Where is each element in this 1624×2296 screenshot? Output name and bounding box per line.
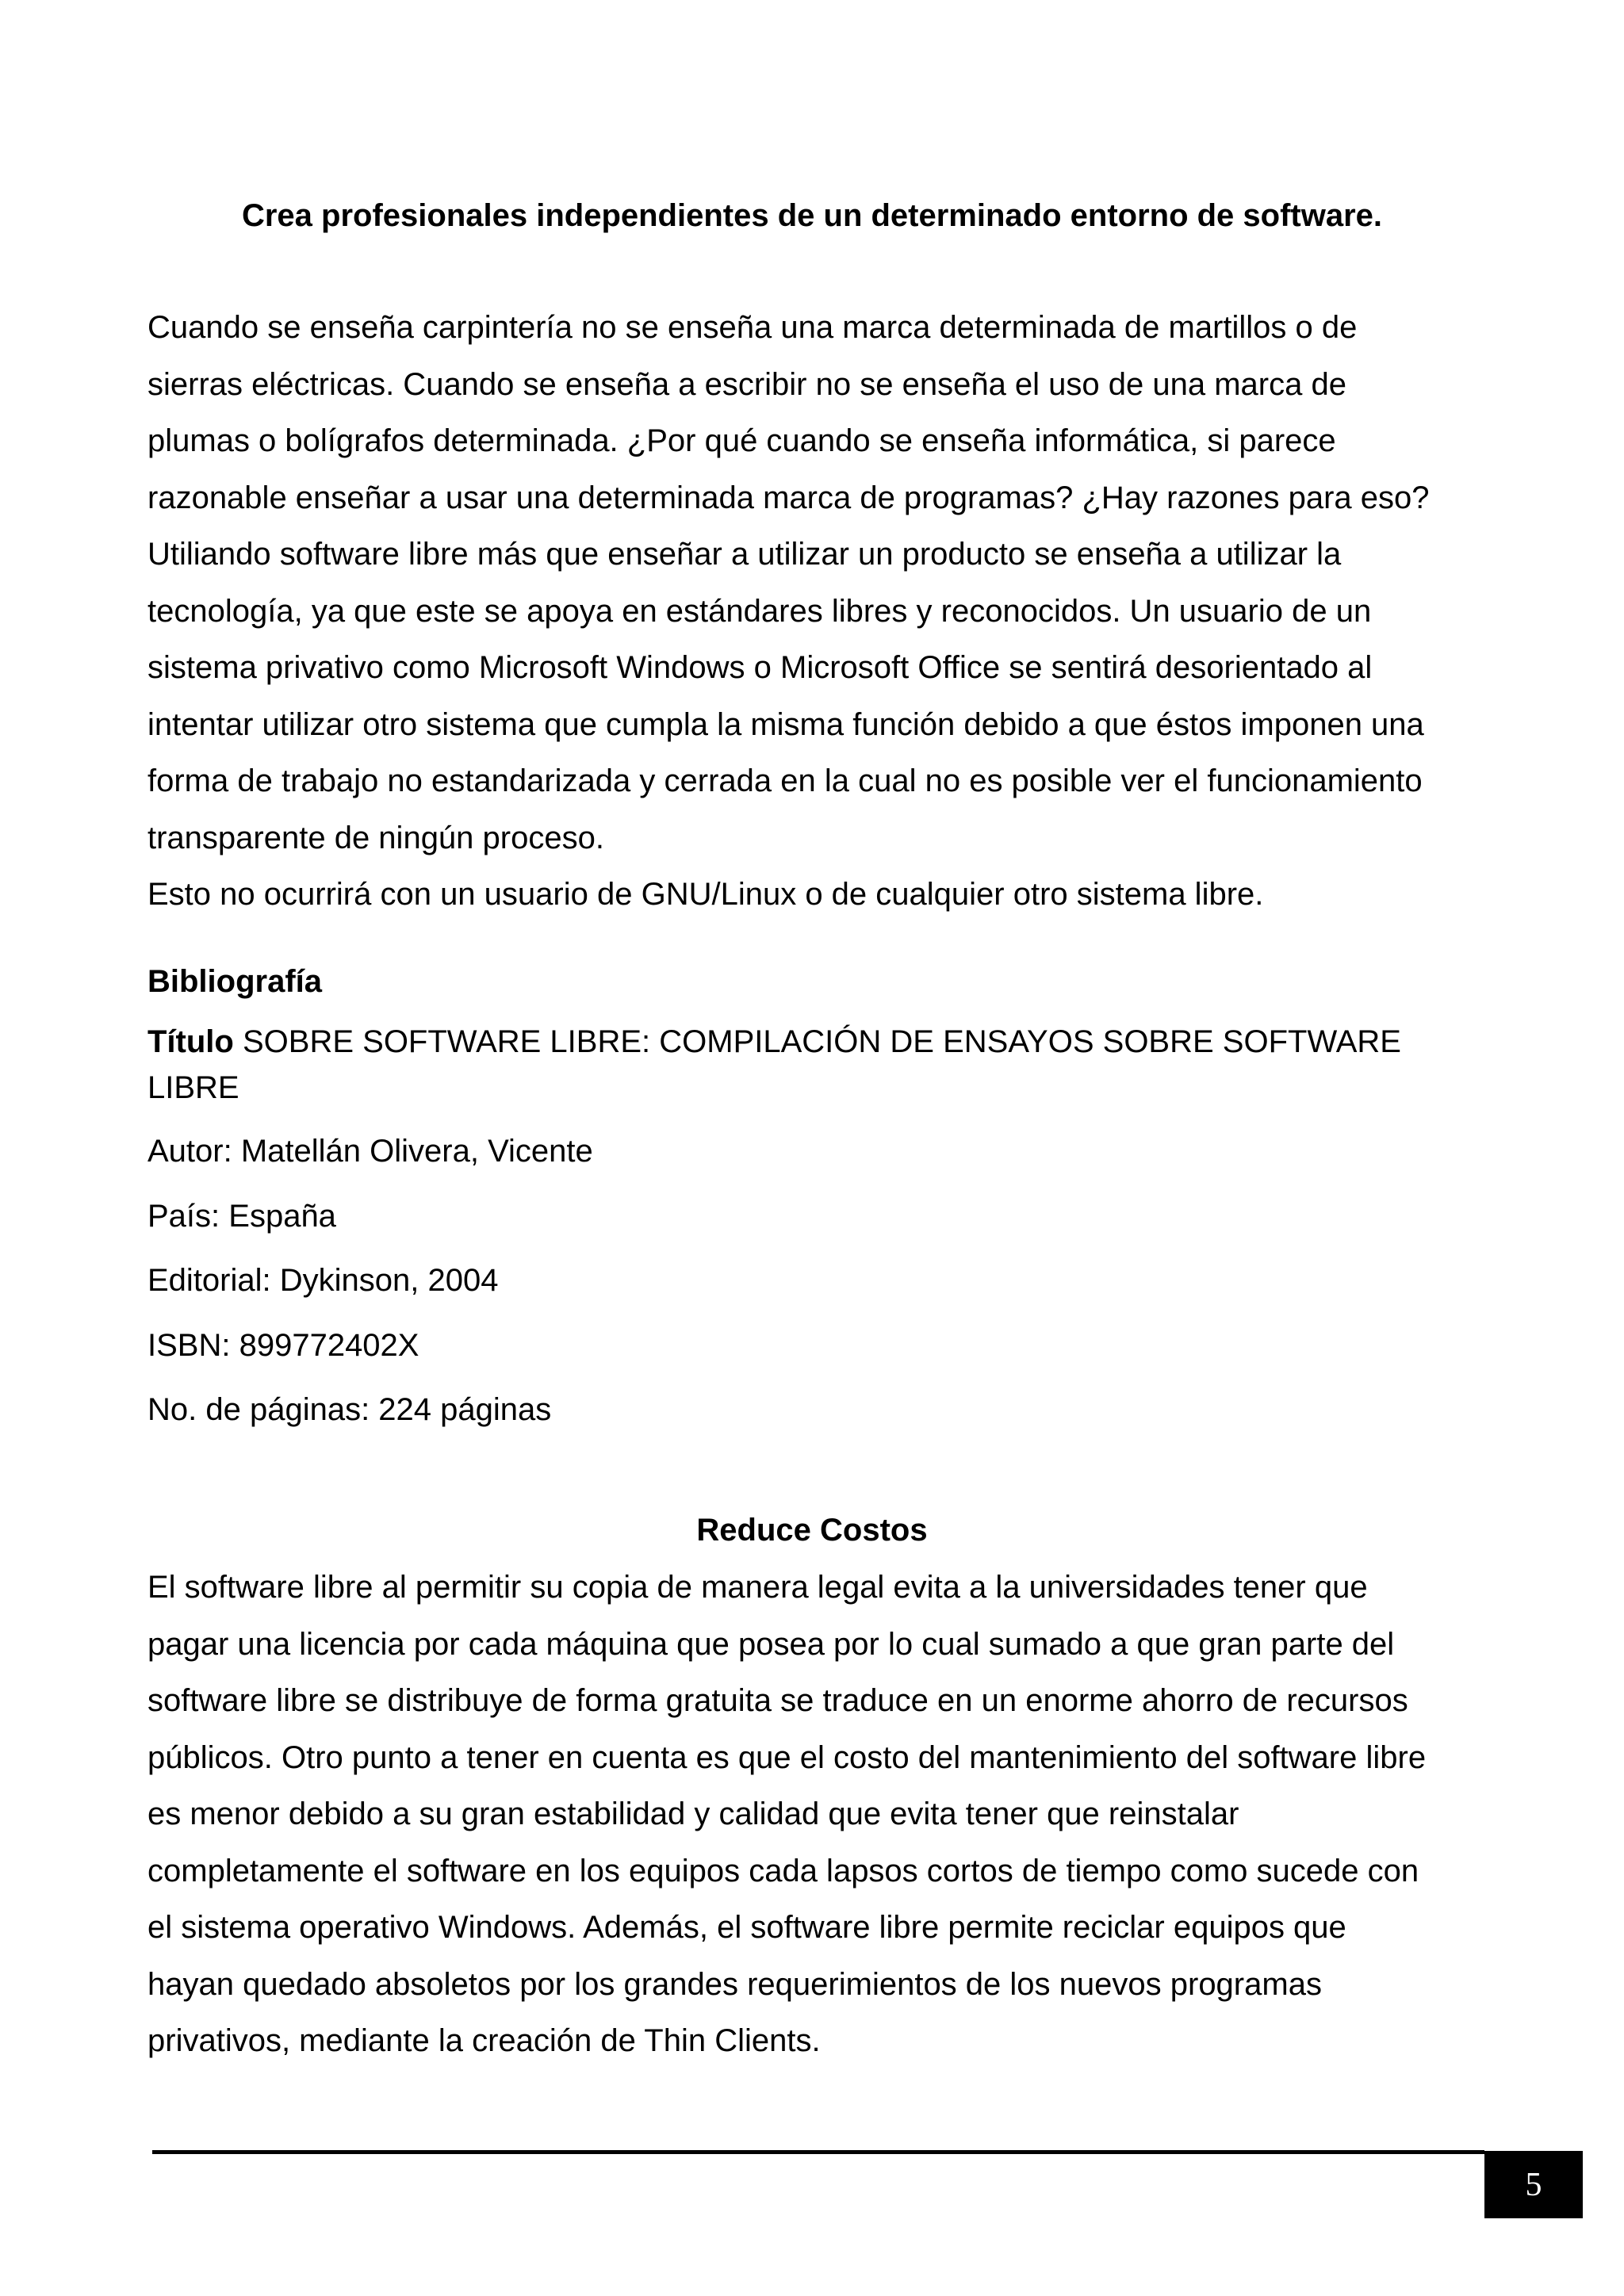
paragraph-line: privativos, mediante la creación de Thin Clients. [147,2023,821,2058]
paragraph-line: Esto no ocurrirá con un usuario de GNU/Linux o de cualquier otro sistema libre. [147,877,1264,912]
paragraph-line: forma de trabajo no estandarizada y cerrada en la cual no es posible ver el funcionamiento [147,763,1423,798]
bibliography-publisher: Editorial: Dykinson, 2004 [147,1263,499,1298]
section1-paragraph [147,300,1488,924]
bibliography-title [147,1019,1511,1111]
paragraph-line: plumas o bolígrafos determinada. ¿Por qué cuando se enseña informática, si parece [147,423,1336,458]
paragraph-line: públicos. Otro punto a tener en cuenta es que el costo del mantenimiento del software libre [147,1739,1427,1775]
bibliography-title-line: LIBRE [147,1070,239,1105]
paragraph-line: hayan quedado absoletos por los grandes requerimientos de los nuevos programas [147,1966,1322,2002]
page-number [1484,2151,1583,2218]
paragraph-line: tecnología, ya que este se apoya en estándares libres y reconocidos. Un usuario de un [147,593,1372,629]
bibliography-author: Autor: Matellán Olivera, Vicente [147,1134,593,1169]
bibliography-isbn: ISBN: 899772402X [147,1327,419,1363]
bibliography-title-line [147,1019,1511,1065]
paragraph-line: El software libre al permitir su copia de manera legal evita a la universidades tener que [147,1570,1368,1605]
footer-divider [152,2150,1484,2154]
paragraph-line: sistema privativo como Microsoft Windows o Microsoft Office se sentirá desorientado al [147,650,1373,685]
paragraph-line: el sistema operativo Windows. Además, el software libre permite reciclar equipos que [147,1910,1346,1945]
bibliography-heading: Bibliografía [147,964,323,999]
paragraph-line: completamente el software en los equipos cada lapsos cortos de tiempo como sucede con [147,1853,1419,1888]
section2-paragraph [147,1559,1488,2070]
paragraph-line: Utiliando software libre más que enseñar a utilizar un producto se enseña a utilizar la [147,537,1342,572]
bibliography-country: País: España [147,1198,336,1234]
title-label: Título [147,1024,234,1059]
page-number-text: 5 [1525,2166,1542,2203]
title-value: SOBRE SOFTWARE LIBRE: COMPILACIÓN DE ENSAYOS SOBRE SOFTWARE [242,1024,1401,1059]
paragraph-line: sierras eléctricas. Cuando se enseña a escribir no se enseña el uso de una marca de [147,366,1346,402]
paragraph-line: transparente de ningún proceso. [147,820,604,855]
paragraph-line: pagar una licencia por cada máquina que posea por lo cual sumado a que gran parte del [147,1626,1395,1662]
paragraph-line: intentar utilizar otro sistema que cumpla la misma función debido a que éstos imponen una [147,706,1424,742]
section-heading-reduce-costs: Reduce Costos [696,1513,928,1548]
paragraph-line: razonable enseñar a usar una determinada marca de programas? ¿Hay razones para eso? [147,480,1430,515]
paragraph-line: Cuando se enseña carpintería no se enseña una marca determinada de martillos o de [147,310,1358,345]
section-heading-independent-professionals: Crea profesionales independientes de un determinado entorno de software. [241,198,1383,233]
paragraph-line: es menor debido a su gran estabilidad y calidad que evita tener que reinstalar [147,1797,1239,1831]
bibliography-details [147,1132,593,1456]
bibliography-pages: No. de páginas: 224 páginas [147,1392,552,1427]
paragraph-line: software libre se distribuye de forma gratuita se traduce en un enorme ahorro de recursos [147,1683,1408,1718]
